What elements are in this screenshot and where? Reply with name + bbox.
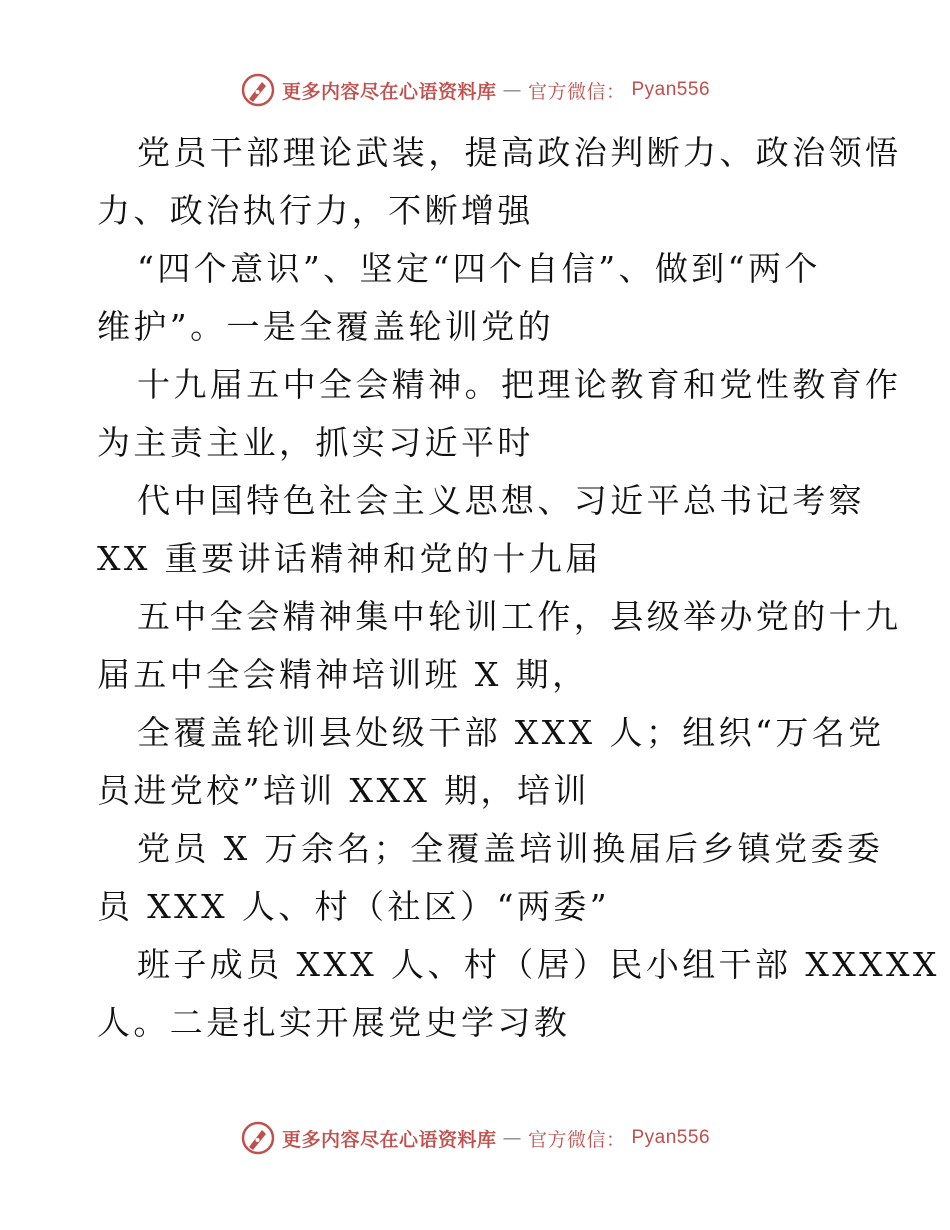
banner-brand: 更多内容尽在心语资料库	[281, 1128, 497, 1151]
banner-wechat-label: 官方微信：	[527, 1128, 626, 1151]
banner-separator: —	[502, 1127, 522, 1149]
body-line: 员 XXX 人、村（社区）“两委”	[97, 887, 611, 926]
body-line: 十九届五中全会精神。把理论教育和党性教育作	[137, 365, 902, 404]
body-line: 员进党校”培训 XXX 期，培训	[97, 771, 590, 810]
body-line: 力、政治执行力，不断增强	[97, 191, 534, 230]
body-line: 届五中全会精神培训班 X 期，	[97, 655, 589, 694]
banner-wechat-id: Pyan556	[631, 1127, 711, 1148]
header-banner	[0, 70, 950, 110]
body-line: 为主责主业，抓实习近平时	[97, 423, 534, 462]
pen-nib-icon	[240, 1120, 276, 1156]
pen-nib-icon	[240, 72, 276, 108]
banner-wechat-label: 官方微信：	[527, 80, 626, 103]
footer-banner	[0, 1118, 950, 1158]
body-line: 五中全会精神集中轮训工作，县级举办党的十九	[137, 597, 902, 636]
banner-brand: 更多内容尽在心语资料库	[281, 80, 497, 103]
body-line: 代中国特色社会主义思想、习近平总书记考察	[137, 481, 865, 520]
body-line: 党员 X 万余名；全覆盖培训换届后乡镇党委委	[137, 829, 884, 868]
banner-separator: —	[502, 79, 522, 101]
body-line: 党员干部理论武装，提高政治判断力、政治领悟	[137, 133, 902, 172]
body-line: 人。二是扎实开展党史学习教	[97, 1003, 571, 1042]
banner-wechat-id: Pyan556	[631, 79, 711, 100]
body-line: 全覆盖轮训县处级干部 XXX 人；组织“万名党	[137, 713, 885, 752]
body-line: 维护”。一是全覆盖轮训党的	[97, 307, 555, 346]
body-line: 班子成员 XXX 人、村（居）民小组干部 XXXXX	[137, 945, 940, 984]
body-line: XX 重要讲话精神和党的十九届	[97, 539, 602, 578]
document-body	[97, 124, 940, 1052]
body-line: “四个意识”、坚定“四个自信”、做到“两个	[137, 249, 821, 288]
